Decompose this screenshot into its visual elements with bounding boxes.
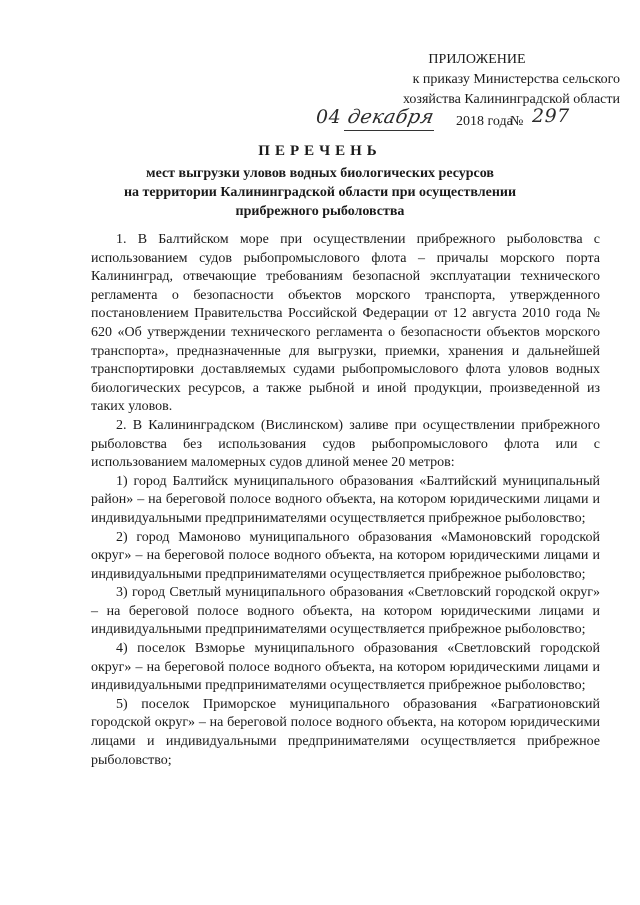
heading-line-1: мест выгрузки уловов водных биологических ресурсов (146, 166, 494, 181)
paragraph-2: 2. В Калининградском (Вислинском) заливе при осуществлении прибрежного рыболовства без использования судов рыбопромыслового флота или с использованием маломерных судов длиной менее 20 метров: (91, 417, 600, 471)
document-body (91, 231, 600, 770)
order-date-line (316, 105, 620, 133)
heading-line-3: прибрежного рыболовства (235, 204, 405, 219)
appendix-title: ПРИЛОЖЕНИЕ (428, 52, 526, 67)
paragraph-2-item-5: 5) поселок Приморское муниципального образования «Багратионовский городской округ» – на береговой полосе водного объекта, на котором юридическими лицами и индивидуальными предпринимателями осуществляется прибрежное рыболовство; (91, 696, 600, 768)
handwritten-number: 297 (532, 105, 570, 127)
appendix-block (316, 50, 620, 133)
handwritten-month: декабря (345, 106, 437, 128)
heading-title: ПЕРЕЧЕНЬ (258, 143, 382, 159)
heading-line-2: на территории Калининградской области при осуществлении (123, 185, 517, 200)
paragraph-2-item-3: 3) город Светлый муниципального образования «Светловский городской округ» – на береговой полосе водного объекта, на котором юридическими лицами и индивидуальными предпринимателями осуществляется прибрежное рыболовство; (91, 585, 600, 638)
document-heading (0, 143, 640, 221)
paragraph-2-item-1: 1) город Балтийск муниципального образования «Балтийский муниципальный район» – на береговой полосе водного объекта, на котором юридическими лицами и индивидуальными предпринимателями осуществляется прибрежное рыболовство; (91, 473, 600, 526)
paragraph-2-item-2: 2) город Мамоново муниципального образования «Мамоновский городской округ» – на береговой полосе водного объекта, на котором юридическими лицами и индивидуальными предпринимателями осуществляется прибрежное рыболовство; (91, 529, 600, 582)
paragraph-2-item-4: 4) поселок Взморье муниципального образования «Светловский городской округ» – на береговой полосе водного объекта, на котором юридическими лицами и индивидуальными предпринимателями осуществляется прибрежное рыболовство; (91, 641, 600, 694)
number-sign: № (510, 114, 524, 129)
date-underline (344, 130, 434, 131)
paragraph-1: 1. В Балтийском море при осуществлении прибрежного рыболовства с использованием судов рыбопромыслового флота – причалы морского порта Калининград, отвечающие требованиям безопасной эксплуатации технического регламента о безопасности объектов морского транспорта, утвержденного постановлением Правительства Российской Федерации от 12 августа 2010 года № 620 «Об утверждении технического регламента о безопасности объектов морского транспорта», предназначенные для выгрузки, приемки, хранения и дальнейшей транспортировки доставляемых судами рыбопромыслового флота уловов водных биологических ресурсов, а также рыбной и иной продукции, произведенной из таких уловов. (91, 232, 600, 415)
order-year: 2018 года (456, 114, 513, 129)
appendix-ministry-line: хозяйства Калининградской области (402, 92, 620, 107)
appendix-order-line: к приказу Министерства сельского (412, 72, 620, 87)
handwritten-day: 04 (316, 106, 342, 128)
